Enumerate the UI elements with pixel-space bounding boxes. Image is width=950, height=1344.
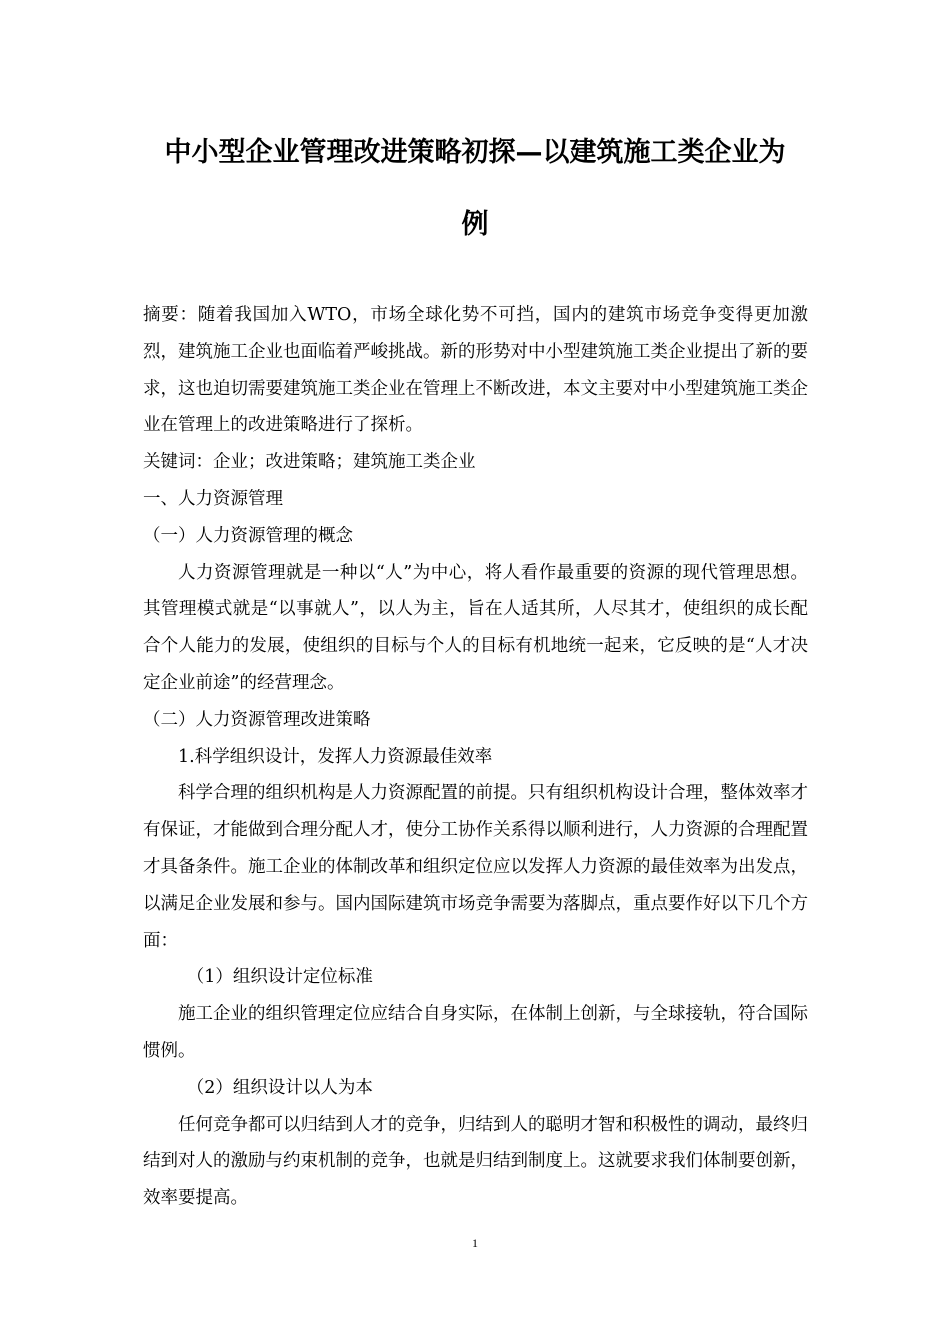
page-number: 1	[472, 1236, 478, 1250]
sub-item-heading: （2）组织设计以人为本	[186, 1077, 373, 1098]
title-line-2: 例	[461, 209, 489, 240]
subsection-heading: （一）人力资源管理的概念	[143, 525, 353, 546]
title-line-1: 中小型企业管理改进策略初探—以建筑施工类企业为	[164, 137, 786, 168]
document-body	[143, 297, 808, 1217]
paragraph: 任何竞争都可以归结到人才的竞争，归结到人的聪明才智和积极性的调动，最终归结到对人的激励与约束机制的竞争，也就是归结到制度上。这就要求我们体制要创新，效率要提高。	[143, 1114, 808, 1209]
subsection-heading: （二）人力资源管理改进策略	[143, 709, 371, 730]
item-heading: 1.科学组织设计，发挥人力资源最佳效率	[178, 746, 493, 767]
section-heading: 一、人力资源管理	[143, 488, 283, 509]
paragraph: 科学合理的组织机构是人力资源配置的前提。只有组织机构设计合理，整体效率才有保证，才能做到合理分配人才，使分工协作关系得以顺利进行，人力资源的合理配置才具备条件。施工企业的体制改革和组织定位应以发挥人力资源的最佳效率为出发点，以满足企业发展和参与。国内国际建筑市场竞争需要为落脚点，重点要作好以下几个方面：	[143, 783, 808, 951]
sub-item-heading: （1）组织设计定位标准	[186, 967, 373, 988]
abstract: 摘要：随着我国加入WTO，市场全球化势不可挡，国内的建筑市场竞争变得更加激烈，建筑施工企业也面临着严峻挑战。新的形势对中小型建筑施工类企业提出了新的要求，这也迫切需要建筑施工类企业在管理上不断改进，本文主要对中小型建筑施工类企业在管理上的改进策略进行了探析。	[143, 305, 808, 436]
paragraph: 人力资源管理就是一种以“人”为中心，将人看作最重要的资源的现代管理思想。其管理模式就是“以事就人”，以人为主，旨在人适其所，人尽其才，使组织的成长配合个人能力的发展，使组织的目标与个人的目标有机地统一起来，它反映的是“人才决定企业前途”的经营理念。	[143, 562, 808, 693]
keywords: 关键词：企业；改进策略；建筑施工类企业	[143, 452, 476, 473]
paragraph: 施工企业的组织管理定位应结合自身实际，在体制上创新，与全球接轨，符合国际惯例。	[143, 1004, 808, 1061]
